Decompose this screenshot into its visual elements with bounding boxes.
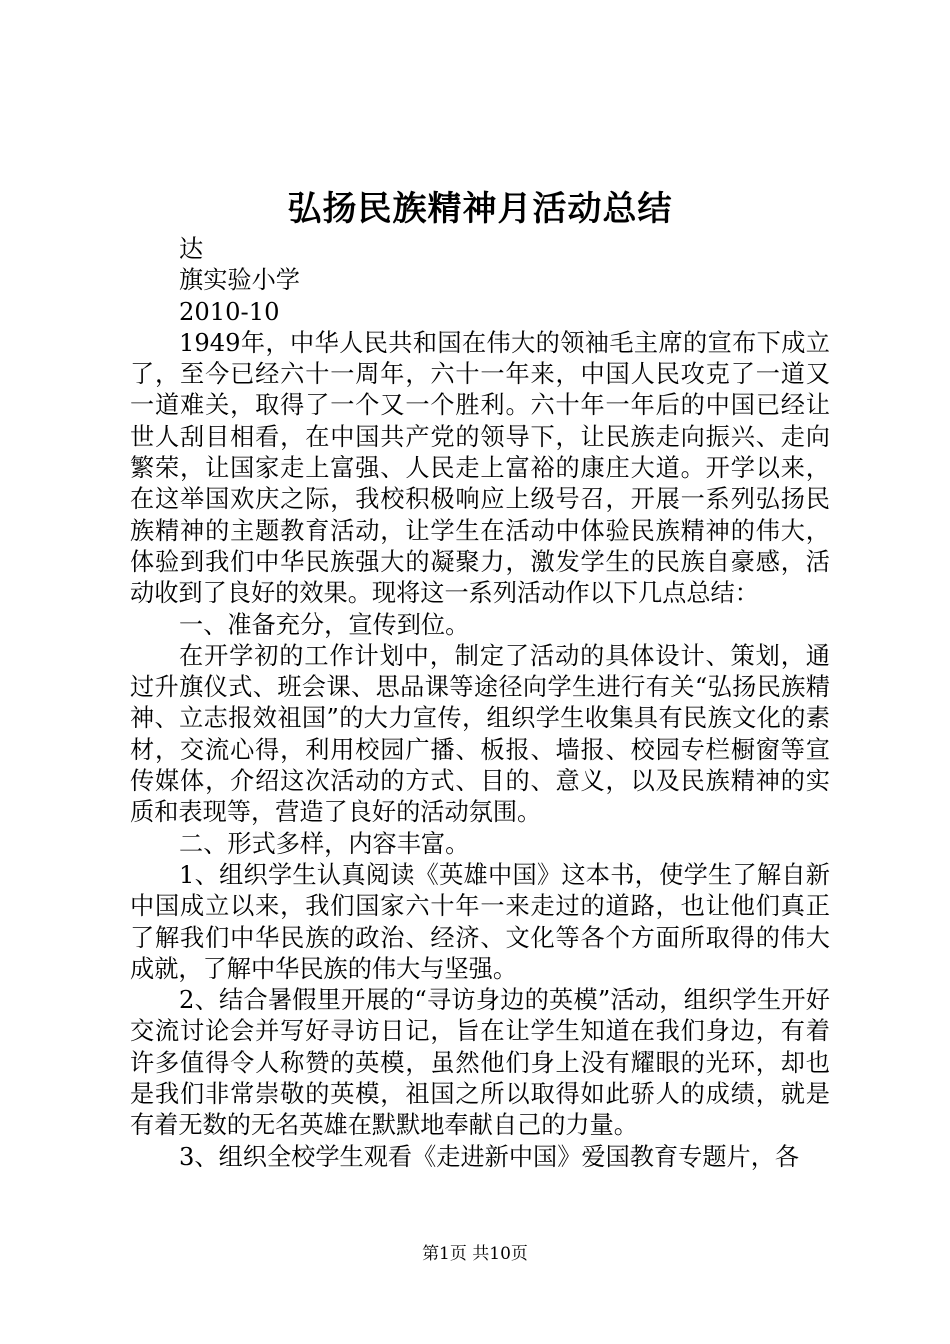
author-line: 达 <box>179 235 204 263</box>
document-title: 弘扬民族精神月活动总结 <box>287 189 673 229</box>
paragraph-preparation: 在开学初的工作计划中，制定了活动的具体设计、策划，通过升旗仪式、班会课、思品课等途径向学生进行有关“弘扬民族精神、立志报效祖国”的大力宣传，组织学生收集具有民族文化的素材，交流心得，利用校园广播、板报、墙报、校园专栏橱窗等宣传媒体，介绍这次活动的方式、目的、意义，以及民族精神的实质和表现等，营造了良好的活动氛围。 <box>130 641 830 827</box>
page-number-footer: 第1页 共10页 <box>422 1244 528 1264</box>
paragraph-item-2: 2、结合暑假里开展的“寻访身边的英模”活动，组织学生开好交流讨论会并写好寻访日记，旨在让学生知道在我们身边，有着许多值得令人称赞的英模，虽然他们身上没有耀眼的光环，却也是我们非常崇敬的英模，祖国之所以取得如此骄人的成绩，就是有着无数的无名英雄在默默地奉献自己的力量。 <box>130 986 830 1140</box>
document-date: 2010-10 <box>179 297 280 326</box>
school-name: 旗实验小学 <box>179 266 300 295</box>
section-heading-2: 二、形式多样，内容丰富。 <box>179 829 470 858</box>
paragraph-intro: 1949年，中华人民共和国在伟大的领袖毛主席的宣布下成立了，至今已经六十一周年，六十一年来，中国人民攻克了一道又一道难关，取得了一个又一个胜利。六十年一年后的中国已经让世人刮目相看，在中国共产党的领导下，让民族走向振兴、走向繁荣，让国家走上富强、人民走上富裕的康庄大道。开学以来，在这举国欢庆之际，我校积极响应上级号召，开展一系列弘扬民族精神的主题教育活动，让学生在活动中体验民族精神的伟大，体验到我们中华民族强大的凝聚力，激发学生的民族自豪感，活动收到了良好的效果。现将这一系列活动作以下几点总结： <box>130 328 830 608</box>
paragraph-item-1: 1、组织学生认真阅读《英雄中国》这本书，使学生了解自新中国成立以来，我们国家六十年一来走过的道路，也让他们真正了解我们中华民族的政治、经济、文化等各个方面所取得的伟大成就，了解中华民族的伟大与坚强。 <box>130 860 830 983</box>
section-heading-1: 一、准备充分，宣传到位。 <box>179 610 470 639</box>
paragraph-item-3: 3、组织全校学生观看《走进新中国》爱国教育专题片，各 <box>179 1142 800 1171</box>
document-body <box>130 234 830 1173</box>
